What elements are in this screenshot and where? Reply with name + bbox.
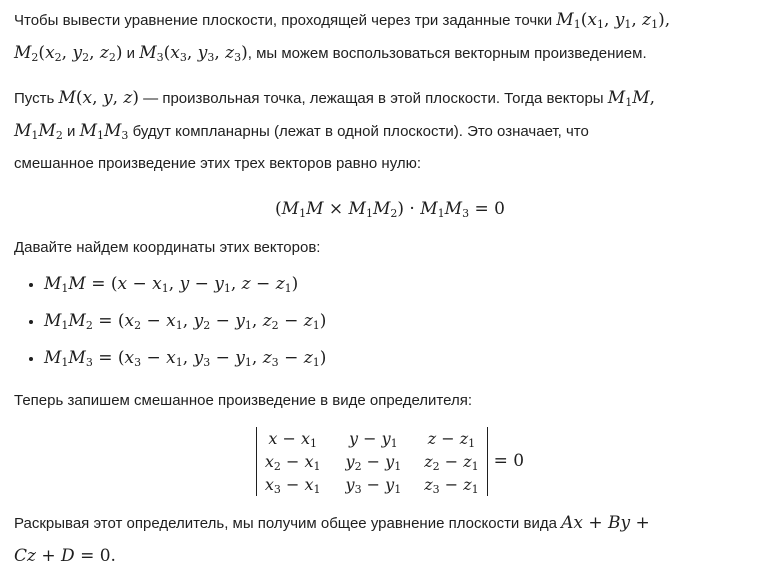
list-item: • $M_1M_2 = (x_2 - x_1$, $y_2 - y_1$, $z_2 - z_1$) bbox=[44, 303, 766, 340]
coplanar-paragraph: Пусть M(x, y, z) — произвольная точка, лежащая в этой плоскости. Тогда векторы $M_1M$, $M_1M_2$ и $M_1M_3$ будут компланарны (лежат в одной плоскости). Это означает, что смешанное произведение этих трех векторов равно нулю: bbox=[14, 88, 656, 172]
list-item: • $M_1M_3 = (x_3 - x_1$, $y_3 - y_1$, $z_3 - z_1$) bbox=[44, 340, 766, 377]
point-m3-formula: $M_3(x_3$, $y_3$, $z_3$) bbox=[139, 43, 248, 64]
vector-m1m2-formula: $M_1M_2$ bbox=[14, 121, 63, 142]
point-m-formula: M(x, y, z) bbox=[58, 88, 139, 108]
determinant-matrix: $x - x_1$ $y - y_1$ $z - z_1$ $x_2 - x_1$ $y_2 - y_1$ $z_2 - z_1$ $x_3 - x_1$ $y_3 - y_1$ $z_3 - z_1$ bbox=[256, 427, 488, 496]
intro-paragraph: Чтобы вывести уравнение плоскости, проходящей через три заданные точки $M_1(x_1$, $y_1$, $z_1$), $M_2(x_2$, $y_2$, $z_2$) и $M_3(x_3$, $y_3$, $z_3$), мы можем воспользоваться векторным произведением. bbox=[14, 10, 671, 64]
vector-m1m-formula: $M_1M$, bbox=[607, 88, 656, 109]
conclusion-paragraph: Раскрывая этот определитель, мы получим общее уравнение плоскости вида Ax + By + Cz + D = 0. bbox=[14, 513, 650, 566]
determinant-intro: Теперь запишем смешанное произведение в виде определителя: bbox=[14, 392, 473, 409]
mixed-product-equation: $(M_1M \times M_1M_2) \cdot M_1M_3 = 0$ bbox=[275, 199, 505, 220]
point-m2-formula: $M_2(x_2$, $y_2$, $z_2$) bbox=[14, 43, 123, 64]
vector-m1m3-formula: $M_1M_3$ bbox=[79, 121, 129, 142]
point-m1-formula: $M_1(x_1$, $y_1$, $z_1$), bbox=[556, 10, 671, 31]
coordinates-intro: Давайте найдем координаты этих векторов: bbox=[14, 239, 321, 256]
list-item: • $M_1M = (x - x_1$, $y - y_1$, $z - z_1$) bbox=[44, 266, 766, 303]
vector-coordinates-list bbox=[14, 266, 766, 377]
equals-zero: = 0 bbox=[493, 451, 525, 471]
determinant-equation bbox=[14, 425, 766, 497]
plane-equation-formula: Ax + By + bbox=[561, 513, 650, 533]
